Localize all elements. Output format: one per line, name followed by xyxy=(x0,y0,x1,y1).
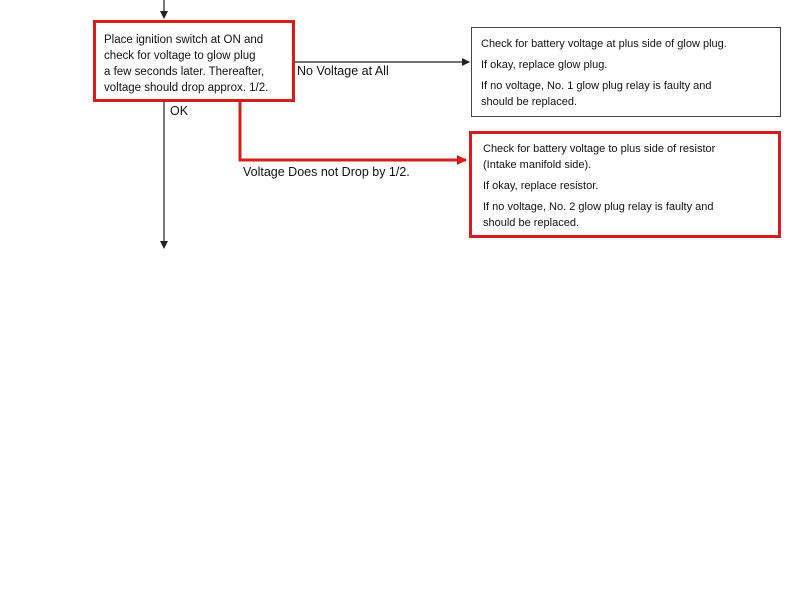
step-line: a few seconds later. Thereafter, xyxy=(104,66,265,78)
box-line: If okay, replace resistor. xyxy=(483,180,599,192)
box-line: should be replaced. xyxy=(481,96,578,108)
no-voltage-label: No Voltage at All xyxy=(297,64,389,78)
box-line: Check for battery voltage to plus side of resistor xyxy=(483,143,716,155)
glow-plug-check-box xyxy=(471,27,781,117)
box-line: If no voltage, No. 1 glow plug relay is faulty and xyxy=(481,80,712,92)
resistor-check-box xyxy=(469,131,781,238)
box-line: If okay, replace glow plug. xyxy=(481,59,608,71)
ignition-check-step xyxy=(93,20,295,102)
box-line: If no voltage, No. 2 glow plug relay is faulty and xyxy=(483,201,714,213)
box-line: should be replaced. xyxy=(483,217,580,229)
box-line: (Intake manifold side). xyxy=(483,159,592,171)
step-line: check for voltage to glow plug xyxy=(104,50,256,62)
step-line: Place ignition switch at ON and xyxy=(104,34,264,46)
step-line: voltage should drop approx. 1/2. xyxy=(104,82,269,94)
ok-label: OK xyxy=(170,104,189,118)
not-drop-label: Voltage Does not Drop by 1/2. xyxy=(243,165,410,179)
box-line: Check for battery voltage at plus side of glow plug. xyxy=(481,38,727,50)
not-drop-arrow xyxy=(240,102,466,160)
